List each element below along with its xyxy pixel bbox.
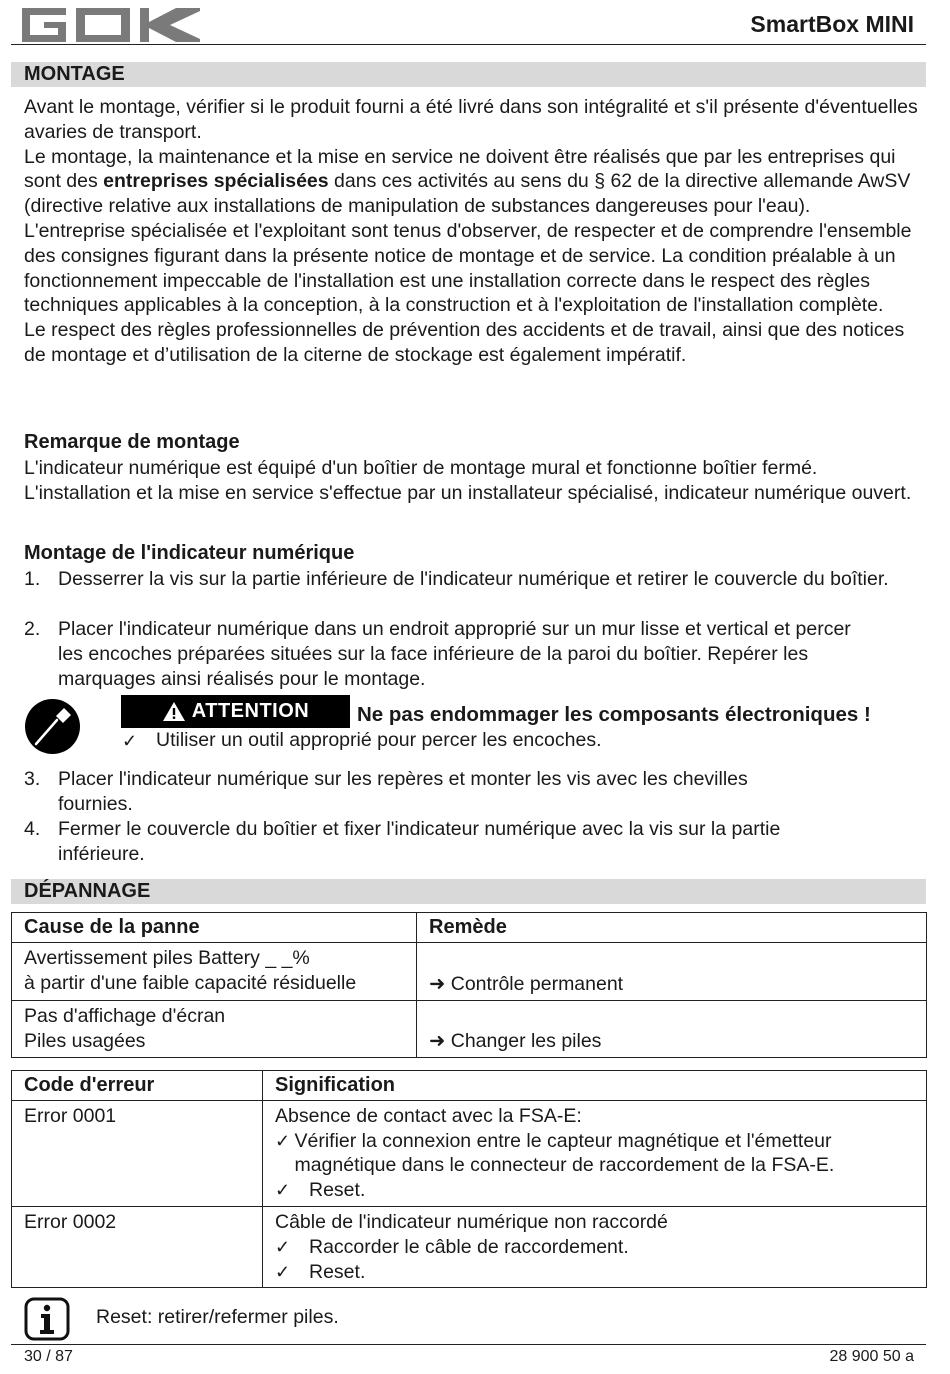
section-depannage-header xyxy=(11,879,926,904)
check-item xyxy=(275,1178,914,1203)
table-cell: ➜ Contrôle permanent xyxy=(417,942,927,1000)
info-text: Reset: retirer/refermer piles. xyxy=(96,1306,339,1328)
table-row xyxy=(12,942,927,1000)
check-icon: ✓ xyxy=(122,731,138,751)
cause-text: Piles usagées xyxy=(24,1029,146,1052)
check-text: Reset. xyxy=(309,1260,366,1283)
list-item xyxy=(24,567,904,592)
page-number: 30 / 87 xyxy=(24,1348,73,1365)
table-cell xyxy=(263,1206,927,1287)
table-row xyxy=(12,1000,927,1057)
list-number: 4. xyxy=(24,818,41,840)
check-icon: ✓ xyxy=(275,1261,291,1282)
list-text: Placer l'indicateur numérique sur les repères et monter les vis avec les chevilles fournies. xyxy=(58,768,748,815)
list-item xyxy=(24,817,784,867)
table-cell xyxy=(12,942,417,1000)
list-item xyxy=(24,767,784,817)
error-code: Error 0002 xyxy=(12,1206,263,1287)
paragraph-text: dans ces activités au sens du § 62 de la directive allemande AwSV (directive relative aux installations de manipulation de substances dangereuses pour l'eau). xyxy=(24,170,911,218)
footer-divider xyxy=(11,1344,926,1345)
section-title: MONTAGE xyxy=(24,63,125,85)
attention-label: ATTENTION xyxy=(191,700,310,722)
montage-indicateur-heading: Montage de l'indicateur numérique xyxy=(24,542,355,564)
check-text: Raccorder le câble de raccordement. xyxy=(309,1235,629,1258)
table-row xyxy=(12,1206,927,1287)
montage-text xyxy=(24,95,919,368)
list-text: Fermer le couvercle du boîtier et fixer l'indicateur numérique avec la vis sur la partie inférieure. xyxy=(58,818,781,865)
attention-message: Ne pas endommager les composants électroniques ! xyxy=(357,703,871,726)
document-number: 28 900 50 a xyxy=(829,1348,914,1365)
list-number: 3. xyxy=(24,768,41,790)
list-text: Desserrer la vis sur la partie inférieure de l'indicateur numérique et retirer le couvercle du boîtier. xyxy=(58,568,889,590)
check-icon: ✓ xyxy=(275,1180,291,1201)
check-text: Vérifier la connexion entre le capteur magnétique et l'émetteur magnétique dans le connecteur de raccordement de la FSA-E. xyxy=(294,1129,835,1177)
paragraph-text: Le montage, la maintenance et la mise en service ne doivent être réalisés que par les entreprises qui sont des xyxy=(24,145,896,193)
table-header-row xyxy=(12,913,927,943)
table-cell: ➜ Changer les piles xyxy=(417,1000,927,1057)
check-icon: ✓ xyxy=(275,1236,291,1257)
paragraph: Avant le montage, vérifier si le produit fourni a été livré dans son intégralité et s'il présente d'éventuelles avaries de transport. xyxy=(24,96,918,143)
table-row xyxy=(12,1100,927,1206)
list-number: 2. xyxy=(24,618,41,640)
warning-icon xyxy=(162,701,186,722)
table-header-row xyxy=(12,1071,927,1101)
attention-badge xyxy=(121,695,350,728)
gok-logo xyxy=(22,8,200,42)
table-cell xyxy=(12,1000,417,1057)
paragraph xyxy=(24,145,919,219)
remarque-text: L'indicateur numérique est équipé d'un boîtier de montage mural et fonctionne boîtier fermé. L'installation et la mise en service s'effectue par un installateur spécialisé, indicateur numérique ouvert. xyxy=(24,457,912,504)
check-icon: ✓ xyxy=(275,1130,291,1151)
meaning-title: Absence de contact avec la FSA-E: xyxy=(275,1104,582,1127)
column-header: Cause de la panne xyxy=(12,913,417,943)
error-code: Error 0001 xyxy=(12,1100,263,1206)
check-item xyxy=(275,1235,914,1260)
section-montage-header xyxy=(11,62,926,87)
remarque-heading: Remarque de montage xyxy=(24,431,240,453)
table-cell xyxy=(263,1100,927,1206)
list-item xyxy=(24,617,854,691)
header-divider xyxy=(11,44,926,45)
error-code-table xyxy=(11,1070,927,1288)
info-icon xyxy=(24,1297,70,1341)
emphasis-text: entreprises spécialisées xyxy=(103,170,329,193)
column-header: Signification xyxy=(263,1071,927,1101)
product-name: SmartBox MINI xyxy=(750,11,914,37)
check-item xyxy=(275,1260,914,1285)
cause-text: à partir d'une faible capacité résiduelle xyxy=(24,971,357,994)
column-header: Code d'erreur xyxy=(12,1071,263,1101)
check-item xyxy=(275,1129,914,1179)
section-title: DÉPANNAGE xyxy=(24,880,151,902)
list-text: Placer l'indicateur numérique dans un endroit approprié sur un mur lisse et vertical et percer les encoches préparées situées sur la face inférieure de la paroi du boîtier. Repérer les marquages ainsi réalisés pour le montage. xyxy=(58,618,851,690)
check-text: Reset. xyxy=(309,1179,366,1202)
screwdriver-icon xyxy=(24,698,81,755)
column-header: Remède xyxy=(417,913,927,943)
troubleshooting-table xyxy=(11,912,927,1058)
list-number: 1. xyxy=(24,568,41,590)
cause-text: Avertissement piles Battery _ _% xyxy=(24,946,310,969)
attention-tip: Utiliser un outil approprié pour percer les encoches. xyxy=(156,729,602,751)
meaning-title: Câble de l'indicateur numérique non raccordé xyxy=(275,1210,668,1233)
cause-text: Pas d'affichage d'écran xyxy=(24,1004,226,1027)
paragraph: Le respect des règles professionnelles de prévention des accidents et de travail, ainsi que des notices de montage et d’utilisation de la citerne de stockage est également impératif. xyxy=(24,319,905,366)
paragraph: L'entreprise spécialisée et l'exploitant sont tenus d'observer, de respecter et de comprendre l'ensemble des consignes figurant dans la présente notice de montage et de service. La condition préalable à un fonctionnement impeccable de l'installation est une installation correcte dans le respect des règles techniques applicables à la conception, à la construction et à l'exploitation de l'installation complète. xyxy=(24,219,912,317)
